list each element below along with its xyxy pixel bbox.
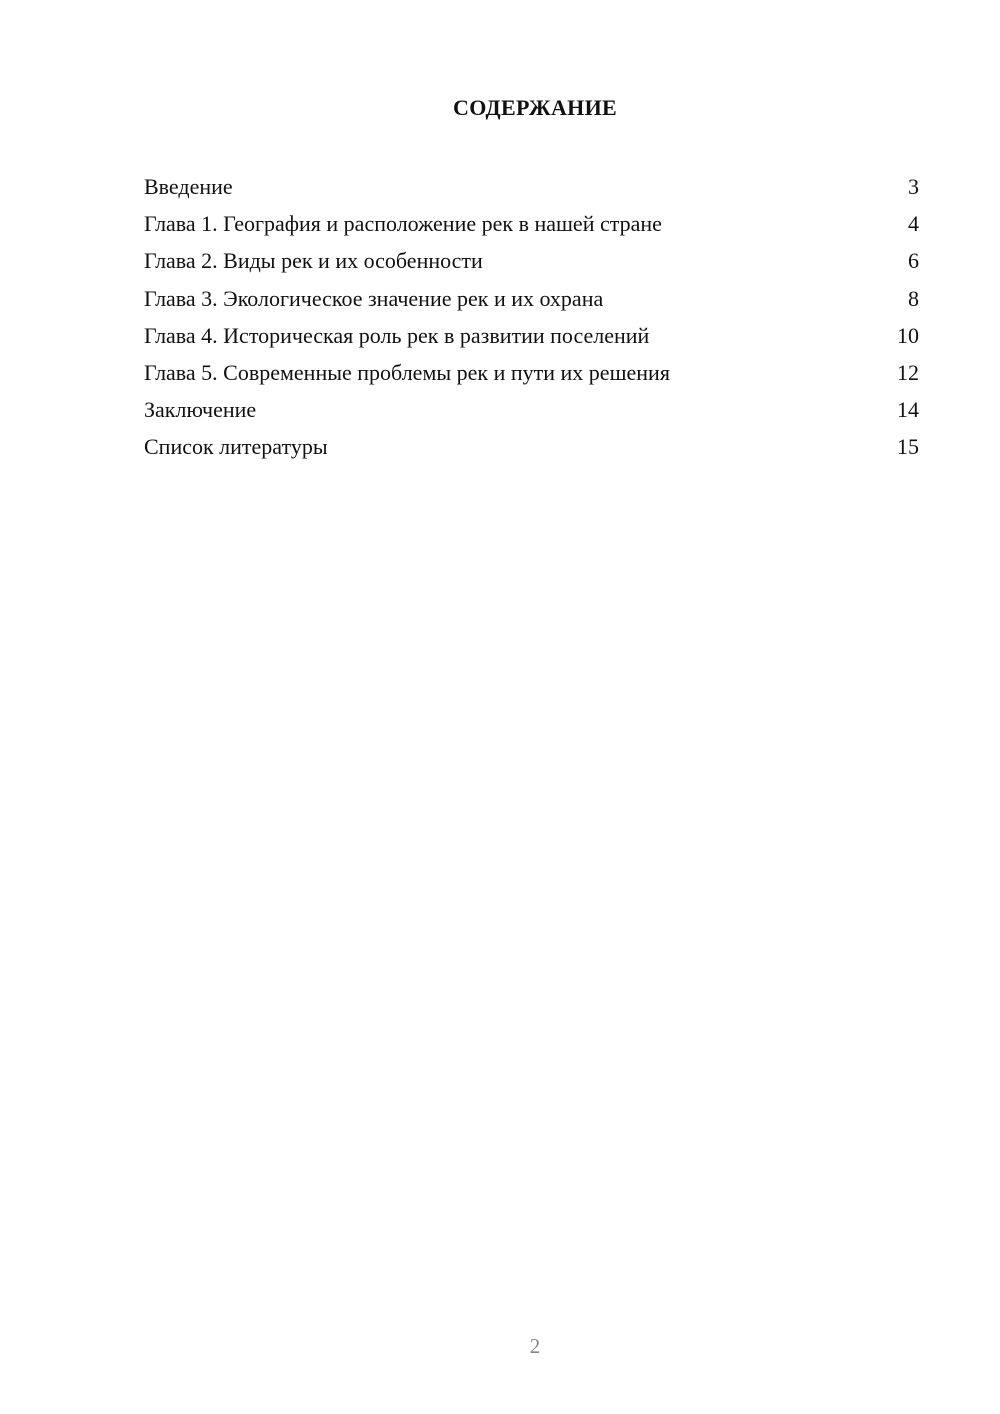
toc-entry-chapter-5 — [144, 354, 919, 391]
toc-entry-title: Глава 3. Экологическое значение рек и их охрана — [144, 285, 604, 311]
toc-entry-page: 14 — [897, 397, 919, 423]
toc-entry-references — [144, 428, 919, 465]
toc-entry-page: 3 — [908, 174, 919, 199]
toc-entry-chapter-4 — [144, 317, 919, 354]
toc-entry-title: Заключение — [144, 397, 257, 423]
toc-entry-title: Глава 2. Виды рек и их особенности — [144, 248, 483, 274]
toc-entry-title: Глава 5. Современные проблемы рек и пути их решения — [144, 359, 670, 385]
page-number: 2 — [529, 1334, 541, 1358]
toc-entry-page: 10 — [897, 322, 919, 348]
toc-entry-introduction — [144, 168, 919, 205]
toc-entry-title: Глава 1. География и расположение рек в нашей стране — [144, 211, 662, 237]
page-title: СОДЕРЖАНИЕ — [453, 95, 617, 120]
toc-entry-chapter-3 — [144, 280, 919, 317]
toc-entry-title: Глава 4. Историческая роль рек в развитии поселений — [144, 322, 650, 348]
toc-entry-title: Введение — [144, 174, 233, 199]
toc-entry-page: 12 — [897, 359, 919, 385]
toc-entry-page: 15 — [897, 434, 919, 460]
toc-entry-chapter-1 — [144, 205, 919, 242]
table-of-contents — [144, 168, 919, 466]
toc-entry-page: 8 — [908, 285, 919, 311]
toc-entry-chapter-2 — [144, 242, 919, 279]
toc-entry-conclusion — [144, 391, 919, 428]
toc-entry-page: 6 — [908, 248, 919, 274]
toc-entry-title: Список литературы — [144, 434, 328, 460]
toc-entry-page: 4 — [908, 211, 919, 237]
